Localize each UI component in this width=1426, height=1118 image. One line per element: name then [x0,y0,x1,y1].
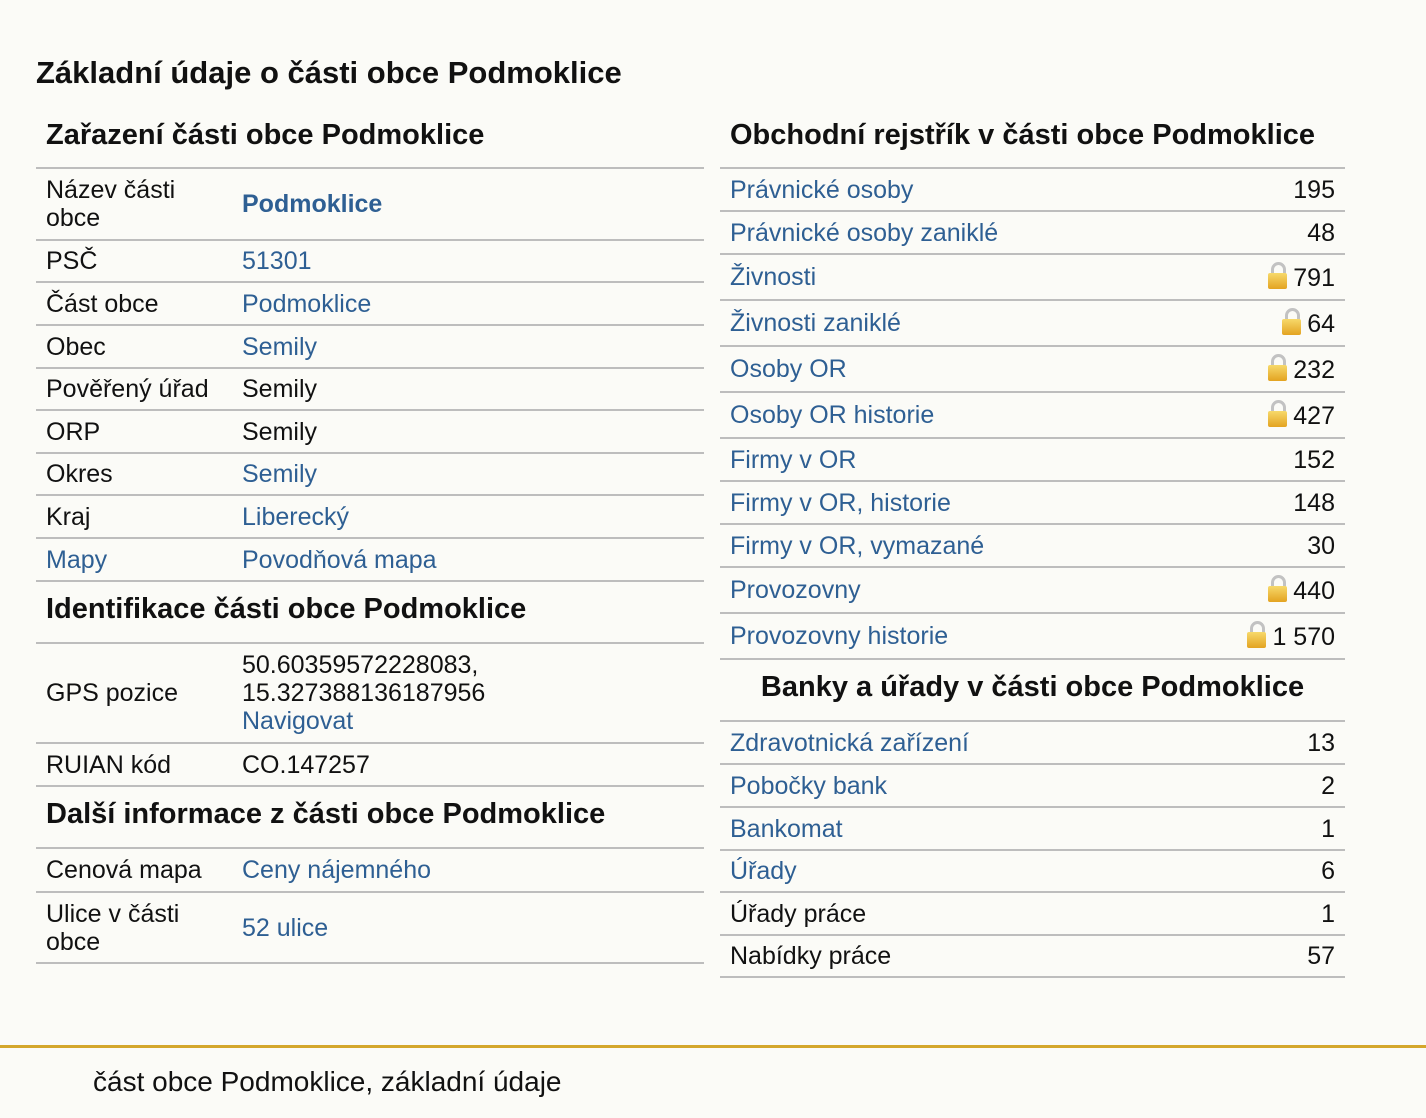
table-row [720,169,1345,211]
zivnosti-zanikle-link[interactable]: Živnosti zaniklé [730,309,901,337]
row-count: 440 [1293,577,1335,605]
right-column [720,110,1345,978]
table-row [720,392,1345,438]
table-row [36,282,704,325]
banky-heading: Banky a úřady v části obce Podmoklice [720,660,1345,722]
table-row [720,346,1345,392]
banky-table [720,722,1345,978]
ruian-label: RUIAN kód [36,743,232,786]
dalsi-heading: Další informace z části obce Podmoklice [36,787,704,849]
psc-link[interactable]: 51301 [242,247,312,275]
nabidky-prace-label: Nabídky práce [720,935,1248,977]
rejstrik-table [720,169,1345,660]
table-row [720,807,1345,850]
table-row [720,935,1345,977]
row-count: 6 [1248,850,1345,892]
osoby-or-link[interactable]: Osoby OR [730,355,847,383]
identifikace-table [36,644,704,787]
okres-link[interactable]: Semily [242,460,318,488]
table-row [36,240,704,282]
footer-text: část obce Podmoklice, základní údaje [93,1066,562,1097]
table-row [36,410,704,453]
row-count: 148 [1175,481,1345,524]
lock-icon[interactable] [1282,308,1301,335]
rejstrik-heading: Obchodní rejstřík v části obce Podmoklice [720,110,1345,169]
urady-link[interactable]: Úřady [730,857,797,885]
pravnicke-osoby-link[interactable]: Právnické osoby [730,175,914,204]
osoby-or-historie-link[interactable]: Osoby OR historie [730,401,935,429]
table-row [720,722,1345,764]
table-row [36,368,704,410]
table-row [720,481,1345,524]
table-row [720,211,1345,254]
left-column [36,110,704,964]
firmy-v-or-vymazane-link[interactable]: Firmy v OR, vymazané [730,531,985,560]
zarazeni-table [36,169,704,582]
row-label: Okres [36,453,232,495]
zarazeni-heading: Zařazení části obce Podmoklice [36,110,704,169]
pobocky-bank-link[interactable]: Pobočky bank [730,771,888,800]
page-title: Základní údaje o části obce Podmoklice [36,55,622,90]
nazev-casti-link[interactable]: Podmoklice [242,190,383,218]
row-label: Pověřený úřad [36,368,232,410]
row-count: 64 [1307,310,1335,338]
lock-icon[interactable] [1268,262,1287,289]
row-count: 232 [1293,356,1335,384]
table-row [36,538,704,581]
pravnicke-osoby-zanikle-link[interactable]: Právnické osoby zaniklé [730,218,999,247]
mapy-link[interactable]: Mapy [46,545,108,574]
identifikace-heading: Identifikace části obce Podmoklice [36,582,704,644]
table-row [36,849,704,892]
gps-label: GPS pozice [36,644,232,743]
obec-link[interactable]: Semily [242,332,318,361]
footer-divider [0,1045,1426,1048]
row-label: Část obce [36,282,232,325]
provozovny-link[interactable]: Provozovny [730,576,861,604]
row-count: 30 [1175,524,1345,567]
row-count: 152 [1175,438,1345,481]
table-row [720,892,1345,935]
lock-icon[interactable] [1268,354,1287,381]
urady-prace-label: Úřady práce [720,892,1248,935]
row-label: Cenová mapa [36,849,232,892]
table-row [36,743,704,786]
provozovny-historie-link[interactable]: Provozovny historie [730,622,949,650]
row-label: Kraj [36,495,232,538]
table-row [36,892,704,963]
table-row [720,300,1345,346]
table-row [36,495,704,538]
orp-value: Semily [232,410,704,453]
row-count: 13 [1248,722,1345,764]
zdravotnicka-zarizeni-link[interactable]: Zdravotnická zařízení [730,728,969,757]
gps-latitude: 50.60359572228083, [242,651,479,679]
firmy-v-or-link[interactable]: Firmy v OR [730,445,857,474]
table-row [720,254,1345,300]
kraj-link[interactable]: Liberecký [242,502,349,531]
table-row [36,325,704,368]
table-row [720,764,1345,807]
lock-icon[interactable] [1247,621,1266,648]
row-count: 57 [1248,935,1345,977]
ulice-link[interactable]: 52 ulice [242,913,329,942]
povodnova-mapa-link[interactable]: Povodňová mapa [242,545,437,574]
gps-longitude: 15.327388136187956 [242,679,486,707]
row-label: Obec [36,325,232,368]
poverenny-urad-value: Semily [232,368,704,410]
ceny-najemneho-link[interactable]: Ceny nájemného [242,856,432,884]
table-row [36,453,704,495]
navigate-link[interactable]: Navigovat [242,707,354,735]
row-label: Název části obce [36,169,232,240]
row-count: 1 [1248,892,1345,935]
table-row [36,169,704,240]
firmy-v-or-historie-link[interactable]: Firmy v OR, historie [730,488,951,517]
row-label: PSČ [36,240,232,282]
row-label: Ulice v části obce [36,892,232,963]
zivnosti-link[interactable]: Živnosti [730,263,817,291]
row-count: 1 [1248,807,1345,850]
row-count: 2 [1248,764,1345,807]
row-count: 195 [1175,169,1345,211]
row-count: 48 [1175,211,1345,254]
row-label: ORP [36,410,232,453]
ruian-value: CO.147257 [232,743,704,786]
lock-icon[interactable] [1268,575,1287,602]
row-count: 1 570 [1272,623,1335,651]
table-row [720,524,1345,567]
table-row [36,644,704,743]
dalsi-table [36,849,704,964]
cast-obce-link[interactable]: Podmoklice [242,289,372,318]
bankomat-link[interactable]: Bankomat [730,814,843,843]
row-count: 427 [1293,402,1335,430]
table-row [720,567,1345,613]
table-row [720,850,1345,892]
table-row [720,438,1345,481]
table-row [720,613,1345,659]
lock-icon[interactable] [1268,400,1287,427]
row-count: 791 [1293,264,1335,292]
